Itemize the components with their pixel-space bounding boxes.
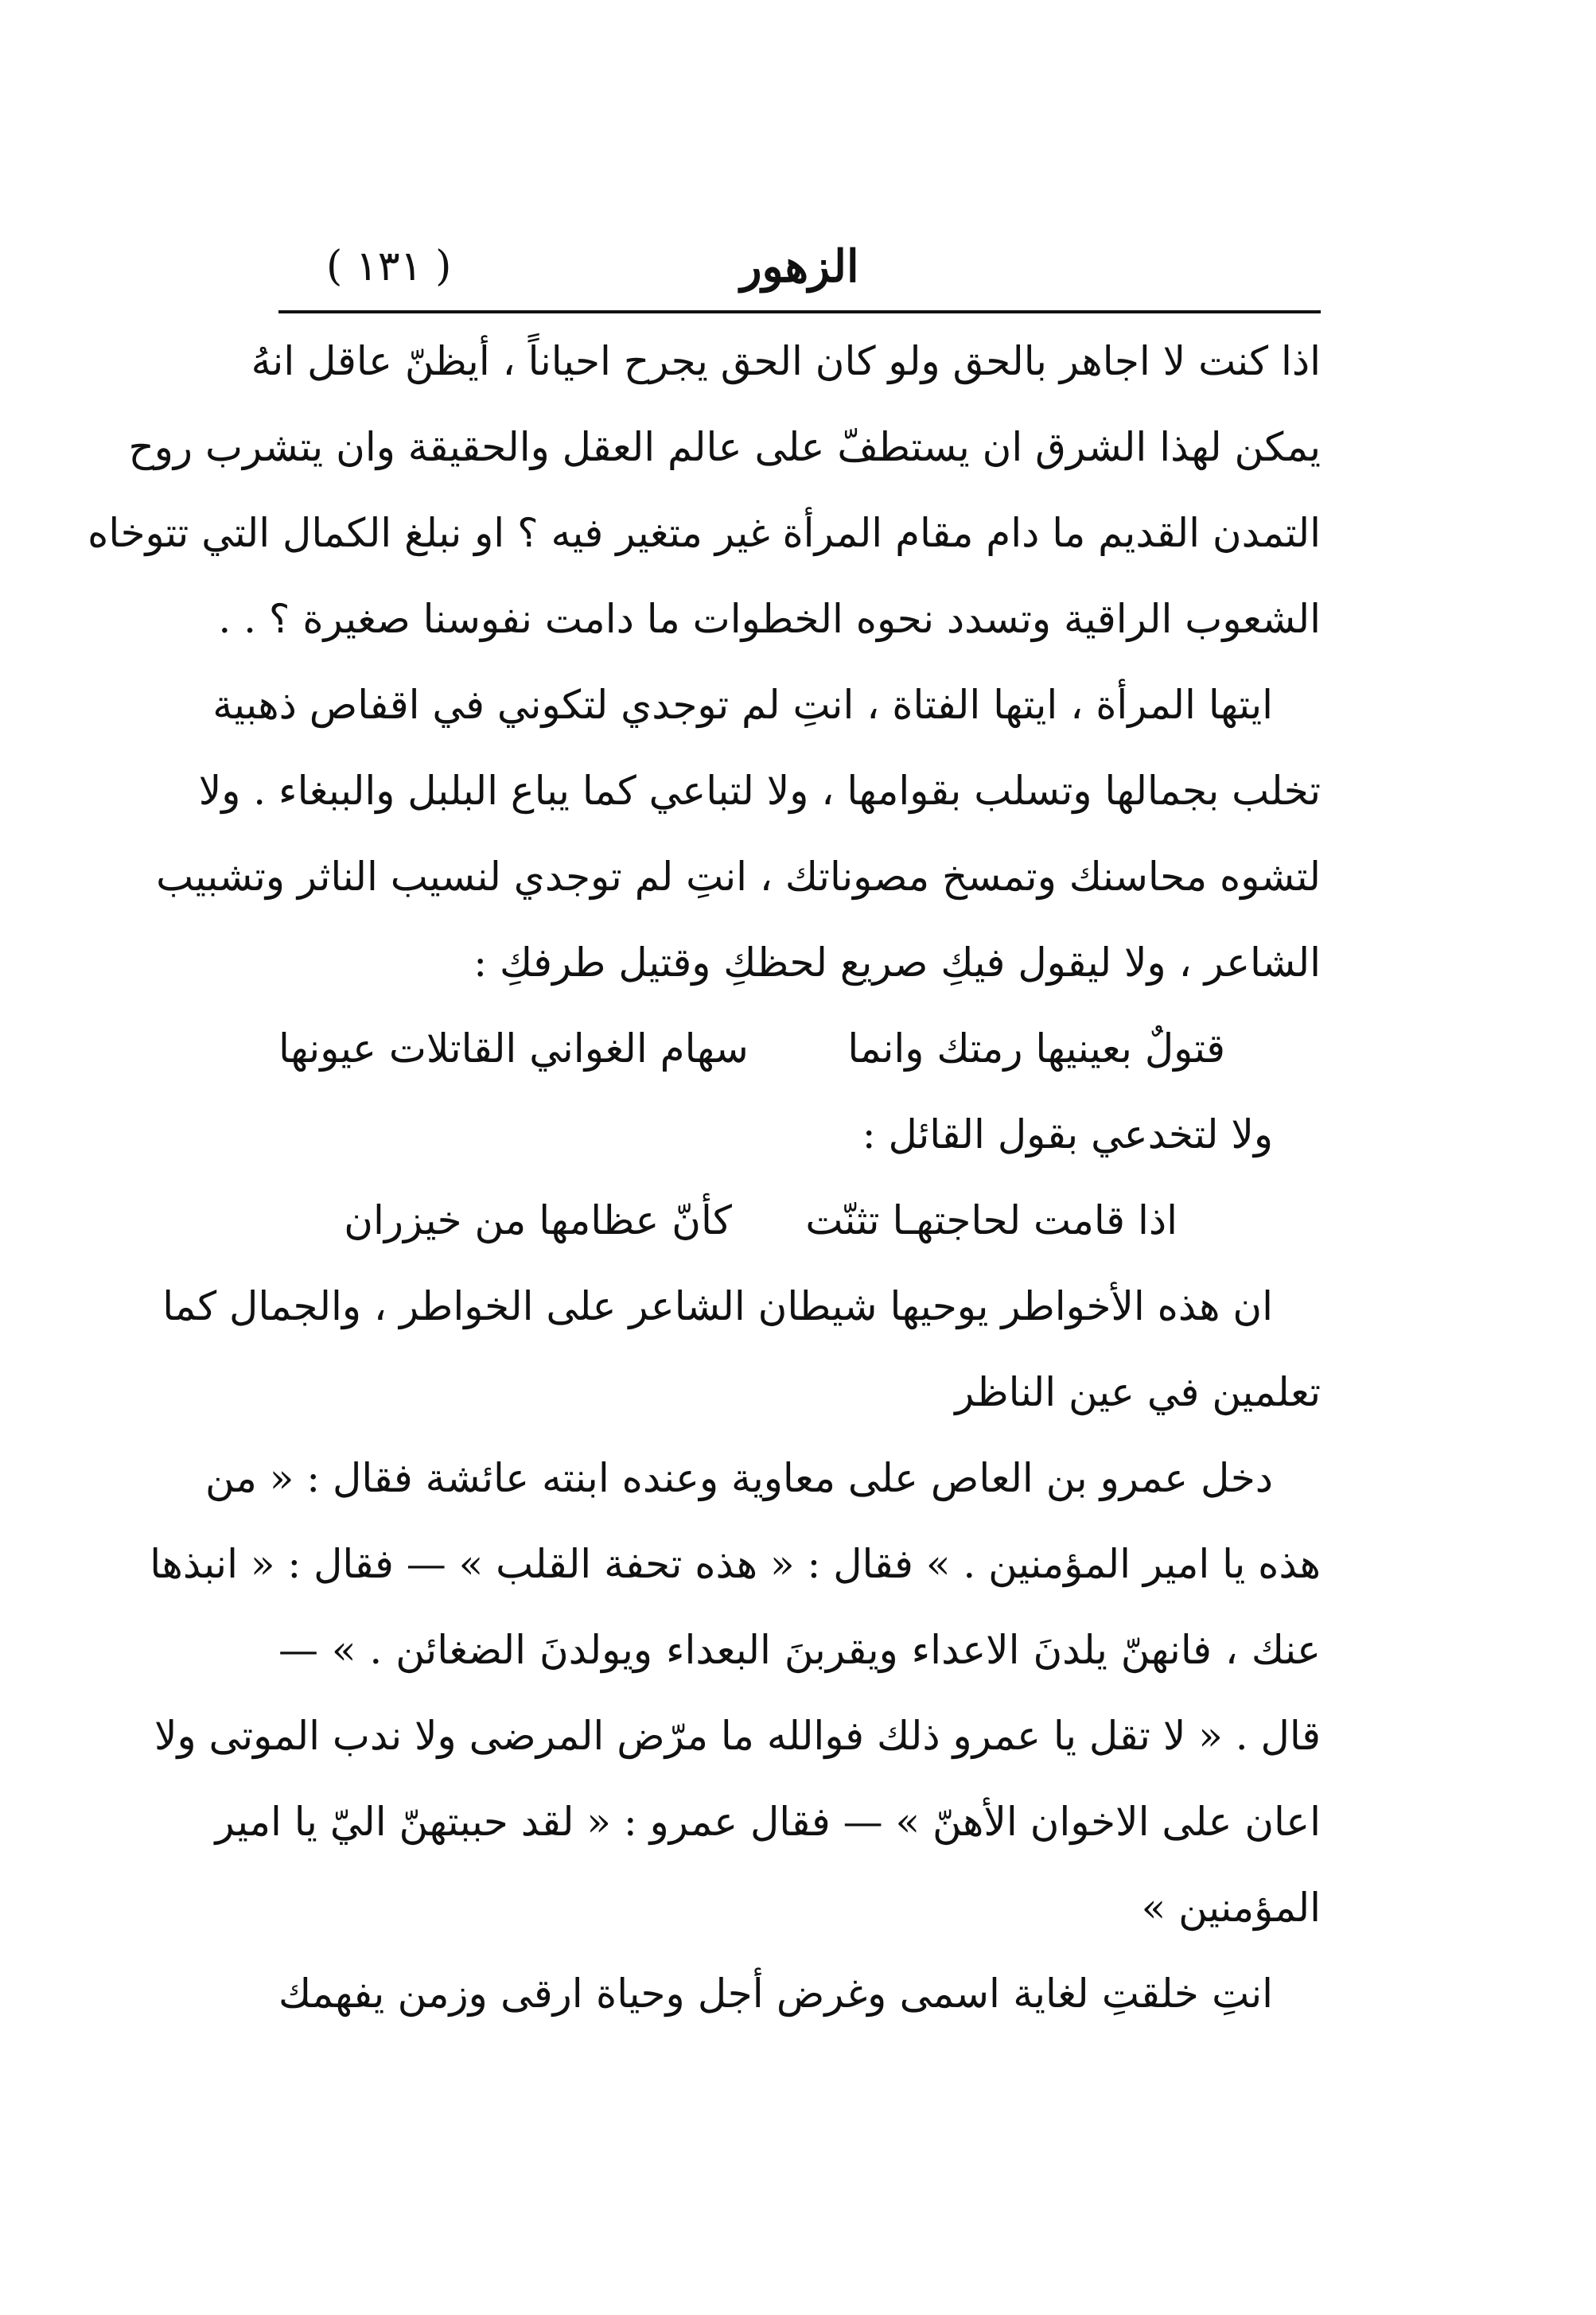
text-line: ولا لتخدعي بقول القائل :: [862, 1111, 1273, 1158]
text-line: الشاعر ، ولا ليقول فيكِ صريع لحظكِ وقتيل طرفكِ :: [473, 940, 1321, 986]
page-number: ( ١٣١ ): [326, 243, 452, 290]
text-line: يمكن لهذا الشرق ان يستطفّ على عالم العقل والحقيقة وان يتشرب روح: [128, 424, 1321, 470]
text-line: انتِ خلقتِ لغاية اسمى وغرض أجل وحياة ارقى وزمن يفهمك: [278, 1971, 1273, 2017]
verse-second-hemistich: سهام الغواني القاتلات عيونها: [278, 1025, 749, 1072]
text-line: قال . « لا تقل يا عمرو ذلك فوالله ما مرّض المرضى ولا ندب الموتى ولا: [154, 1713, 1321, 1759]
verse-first-hemistich: اذا قامت لحاجتهـا تثنّت: [805, 1197, 1178, 1243]
poem-verse: [278, 1006, 1321, 1091]
text-line: اذا كنت لا اجاهر بالحق ولو كان الحق يجرح احياناً ، أيظنّ عاقل انهُ: [251, 338, 1321, 384]
verse-first-hemistich: قتولٌ بعينيها رمتك وانما: [847, 1025, 1225, 1072]
text-line: الشعوب الراقية وتسدد نحوه الخطوات ما دامت نفوسنا صغيرة ؟ . .: [218, 596, 1321, 642]
body-text: [88, 318, 1321, 2037]
text-line: التمدن القديم ما دام مقام المرأة غير متغير فيه ؟ او نبلغ الكمال التي تتوخاه: [88, 510, 1321, 556]
text-line: تخلب بجمالها وتسلب بقوامها ، ولا لتباعي كما يباع البلبل والببغاء . ولا: [198, 768, 1321, 814]
text-line: تعلمين في عين الناظر: [955, 1369, 1321, 1415]
running-title: الزهور: [740, 240, 859, 293]
text-line: ان هذه الأخواطر يوحيها شيطان الشاعر على الخواطر ، والجمال كما: [162, 1283, 1273, 1329]
text-line: المؤمنين »: [1141, 1885, 1321, 1931]
poem-verse: [278, 1177, 1321, 1263]
text-line: لتشوه محاسنك وتمسخ مصوناتك ، انتِ لم توجدي لنسيب الناثر وتشبيب: [156, 854, 1321, 900]
header-rule: [278, 310, 1321, 313]
page-header: [278, 227, 1321, 306]
text-line: عنك ، فانهنّ يلدنَ الاعداء ويقربنَ البعداء ويولدنَ الضغائن . » —: [278, 1627, 1321, 1673]
text-line: اعان على الاخوان الأهنّ » — فقال عمرو : « لقد حببتهنّ اليّ يا امير: [215, 1799, 1321, 1845]
verse-second-hemistich: كأنّ عظامها من خيزران: [344, 1197, 732, 1243]
text-line: هذه يا امير المؤمنين . » فقال : « هذه تحفة القلب » — فقال : « انبذها: [150, 1541, 1321, 1587]
text-line: دخل عمرو بن العاص على معاوية وعنده ابنته عائشة فقال : « من: [205, 1455, 1273, 1501]
text-line: ايتها المرأة ، ايتها الفتاة ، انتِ لم توجدي لتكوني في اقفاص ذهبية: [212, 682, 1273, 728]
